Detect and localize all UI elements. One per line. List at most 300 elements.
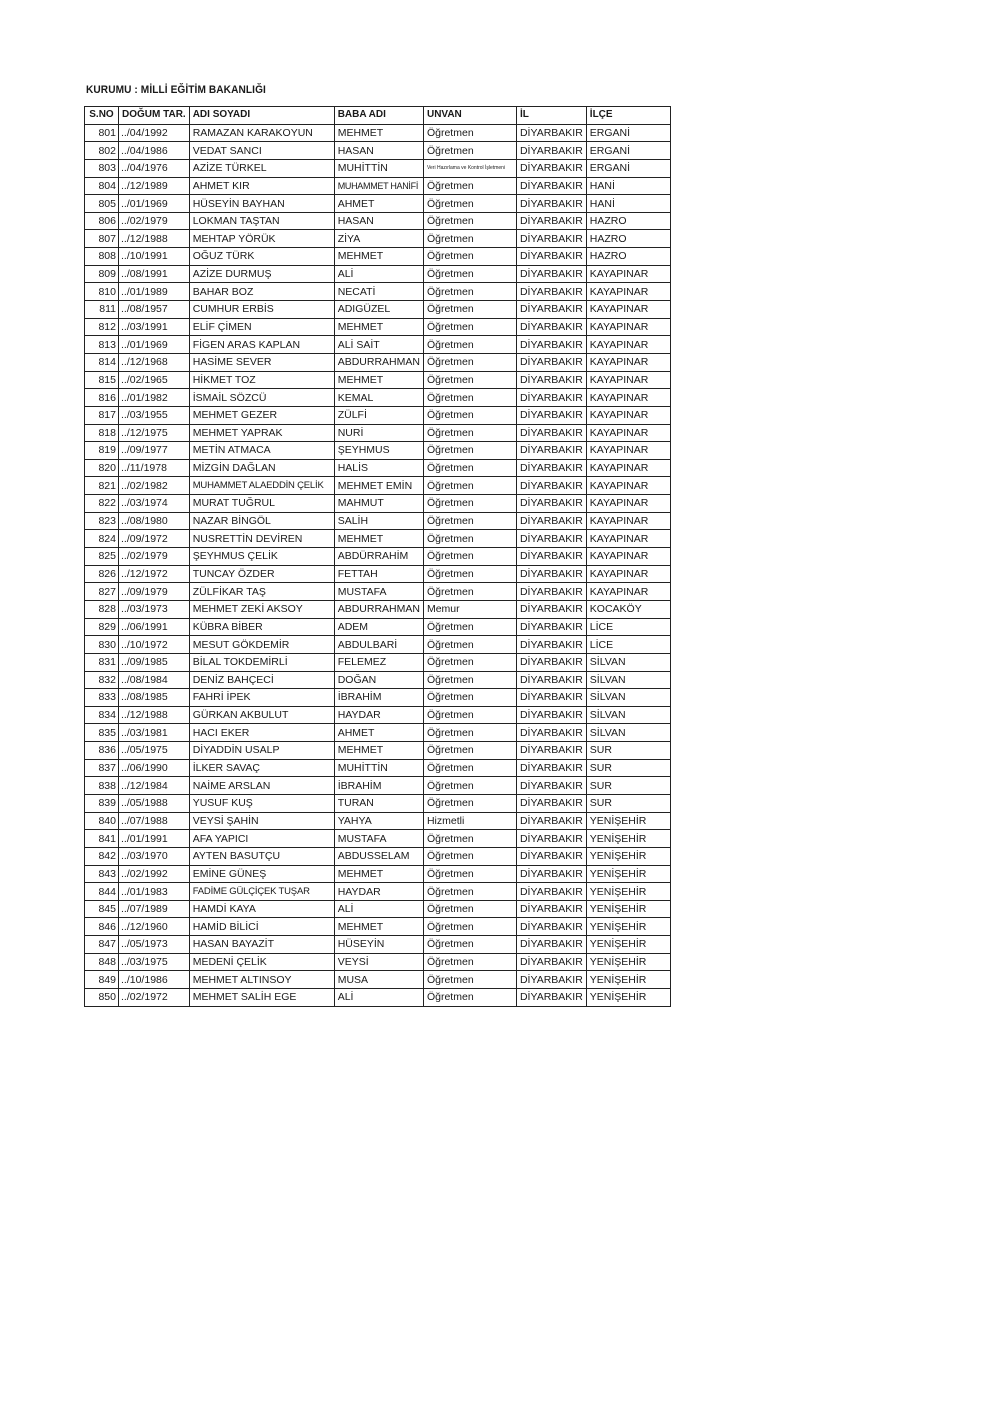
cell-title: Öğretmen [423, 530, 516, 548]
cell-sno: 818 [85, 424, 119, 442]
table-row [85, 989, 671, 1007]
cell-district: SUR [586, 759, 670, 777]
cell-title: Öğretmen [423, 495, 516, 513]
header-sno: S.NO [85, 107, 119, 125]
cell-province: DİYARBAKIR [516, 195, 586, 213]
cell-father-name: MUSTAFA [334, 583, 423, 601]
cell-birth-date: ../05/1988 [119, 794, 190, 812]
cell-title: Öğretmen [423, 936, 516, 954]
cell-father-name: ZİYA [334, 230, 423, 248]
table-row [85, 918, 671, 936]
cell-full-name: NAİME ARSLAN [189, 777, 334, 795]
table-row [85, 794, 671, 812]
cell-father-name: HAYDAR [334, 883, 423, 901]
cell-district: KAYAPINAR [586, 301, 670, 319]
table-row [85, 565, 671, 583]
header-title: UNVAN [423, 107, 516, 125]
cell-birth-date: ../01/1989 [119, 283, 190, 301]
cell-province: DİYARBAKIR [516, 159, 586, 177]
cell-full-name: AYTEN BASUTÇU [189, 847, 334, 865]
cell-province: DİYARBAKIR [516, 495, 586, 513]
cell-father-name: HASAN [334, 212, 423, 230]
cell-full-name: MİZGİN DAĞLAN [189, 459, 334, 477]
table-row [85, 336, 671, 354]
table-row [85, 777, 671, 795]
cell-district: KAYAPINAR [586, 583, 670, 601]
cell-father-name: MEHMET [334, 530, 423, 548]
cell-title: Öğretmen [423, 583, 516, 601]
cell-title: Öğretmen [423, 847, 516, 865]
cell-district: HAZRO [586, 248, 670, 266]
cell-sno: 848 [85, 953, 119, 971]
table-row [85, 318, 671, 336]
cell-sno: 822 [85, 495, 119, 513]
cell-district: YENİŞEHİR [586, 953, 670, 971]
cell-sno: 826 [85, 565, 119, 583]
cell-title: Öğretmen [423, 248, 516, 266]
cell-birth-date: ../01/1969 [119, 195, 190, 213]
cell-birth-date: ../02/1982 [119, 477, 190, 495]
cell-province: DİYARBAKIR [516, 812, 586, 830]
header-full-name: ADI SOYADI [189, 107, 334, 125]
cell-birth-date: ../03/1981 [119, 724, 190, 742]
cell-full-name: AFA YAPICI [189, 830, 334, 848]
cell-district: YENİŞEHİR [586, 847, 670, 865]
cell-district: HANİ [586, 177, 670, 195]
cell-sno: 829 [85, 618, 119, 636]
cell-birth-date: ../12/1972 [119, 565, 190, 583]
cell-province: DİYARBAKIR [516, 830, 586, 848]
cell-province: DİYARBAKIR [516, 318, 586, 336]
table-row [85, 124, 671, 142]
cell-province: DİYARBAKIR [516, 565, 586, 583]
cell-title: Öğretmen [423, 971, 516, 989]
cell-province: DİYARBAKIR [516, 989, 586, 1007]
cell-district: HANİ [586, 195, 670, 213]
cell-father-name: DOĞAN [334, 671, 423, 689]
cell-sno: 850 [85, 989, 119, 1007]
cell-province: DİYARBAKIR [516, 689, 586, 707]
cell-title: Öğretmen [423, 565, 516, 583]
table-row [85, 689, 671, 707]
table-row [85, 512, 671, 530]
cell-sno: 838 [85, 777, 119, 795]
cell-father-name: TURAN [334, 794, 423, 812]
cell-title: Öğretmen [423, 406, 516, 424]
cell-birth-date: ../08/1957 [119, 301, 190, 319]
cell-province: DİYARBAKIR [516, 389, 586, 407]
cell-title: Öğretmen [423, 548, 516, 566]
cell-title: Öğretmen [423, 759, 516, 777]
cell-birth-date: ../01/1969 [119, 336, 190, 354]
cell-father-name: ADEM [334, 618, 423, 636]
table-row [85, 865, 671, 883]
table-row [85, 177, 671, 195]
cell-full-name: HASAN BAYAZİT [189, 936, 334, 954]
cell-district: KAYAPINAR [586, 424, 670, 442]
header-row [85, 107, 671, 125]
cell-title: Öğretmen [423, 724, 516, 742]
cell-title: Öğretmen [423, 459, 516, 477]
cell-birth-date: ../12/1960 [119, 918, 190, 936]
cell-title: Öğretmen [423, 265, 516, 283]
cell-province: DİYARBAKIR [516, 124, 586, 142]
cell-province: DİYARBAKIR [516, 477, 586, 495]
cell-birth-date: ../03/1955 [119, 406, 190, 424]
cell-father-name: ALİ [334, 265, 423, 283]
cell-birth-date: ../09/1979 [119, 583, 190, 601]
cell-province: DİYARBAKIR [516, 248, 586, 266]
cell-full-name: MEHMET SALİH EGE [189, 989, 334, 1007]
cell-father-name: MEHMET [334, 742, 423, 760]
cell-title: Öğretmen [423, 830, 516, 848]
cell-district: YENİŞEHİR [586, 830, 670, 848]
cell-father-name: HASAN [334, 142, 423, 160]
cell-sno: 832 [85, 671, 119, 689]
cell-full-name: CUMHUR ERBİS [189, 301, 334, 319]
table-row [85, 142, 671, 160]
table-row [85, 847, 671, 865]
cell-title: Öğretmen [423, 424, 516, 442]
cell-district: YENİŞEHİR [586, 883, 670, 901]
cell-sno: 802 [85, 142, 119, 160]
cell-full-name: BİLAL TOKDEMİRLİ [189, 653, 334, 671]
cell-province: DİYARBAKIR [516, 336, 586, 354]
cell-sno: 845 [85, 900, 119, 918]
cell-birth-date: ../05/1975 [119, 742, 190, 760]
cell-province: DİYARBAKIR [516, 301, 586, 319]
cell-birth-date: ../12/1975 [119, 424, 190, 442]
cell-district: SİLVAN [586, 671, 670, 689]
cell-province: DİYARBAKIR [516, 865, 586, 883]
cell-birth-date: ../02/1965 [119, 371, 190, 389]
cell-full-name: NUSRETTİN DEVİREN [189, 530, 334, 548]
cell-sno: 831 [85, 653, 119, 671]
cell-sno: 827 [85, 583, 119, 601]
table-row [85, 830, 671, 848]
cell-full-name: MURAT TUĞRUL [189, 495, 334, 513]
table-row [85, 442, 671, 460]
cell-title: Öğretmen [423, 706, 516, 724]
table-row [85, 548, 671, 566]
cell-district: YENİŞEHİR [586, 900, 670, 918]
cell-full-name: ŞEYHMUS ÇELİK [189, 548, 334, 566]
cell-birth-date: ../10/1991 [119, 248, 190, 266]
cell-district: KAYAPINAR [586, 283, 670, 301]
cell-sno: 835 [85, 724, 119, 742]
cell-father-name: İBRAHİM [334, 689, 423, 707]
cell-province: DİYARBAKIR [516, 883, 586, 901]
cell-title: Hizmetli [423, 812, 516, 830]
cell-district: SİLVAN [586, 653, 670, 671]
cell-sno: 801 [85, 124, 119, 142]
cell-province: DİYARBAKIR [516, 794, 586, 812]
cell-sno: 841 [85, 830, 119, 848]
cell-father-name: MUSA [334, 971, 423, 989]
cell-title: Öğretmen [423, 389, 516, 407]
cell-sno: 849 [85, 971, 119, 989]
cell-birth-date: ../07/1988 [119, 812, 190, 830]
cell-full-name: VEYSİ ŞAHİN [189, 812, 334, 830]
cell-district: ERGANİ [586, 124, 670, 142]
cell-district: ERGANİ [586, 159, 670, 177]
cell-full-name: HİKMET TOZ [189, 371, 334, 389]
cell-full-name: HASİME SEVER [189, 353, 334, 371]
cell-title: Öğretmen [423, 301, 516, 319]
table-row [85, 953, 671, 971]
cell-full-name: AZİZE TÜRKEL [189, 159, 334, 177]
cell-full-name: LOKMAN TAŞTAN [189, 212, 334, 230]
cell-district: SİLVAN [586, 724, 670, 742]
cell-title: Öğretmen [423, 900, 516, 918]
table-row [85, 900, 671, 918]
cell-full-name: MEHMET GEZER [189, 406, 334, 424]
cell-birth-date: ../01/1983 [119, 883, 190, 901]
cell-father-name: MEHMET [334, 318, 423, 336]
cell-district: KAYAPINAR [586, 477, 670, 495]
table-row [85, 618, 671, 636]
cell-birth-date: ../07/1989 [119, 900, 190, 918]
cell-province: DİYARBAKIR [516, 353, 586, 371]
cell-province: DİYARBAKIR [516, 653, 586, 671]
cell-full-name: DİYADDİN USALP [189, 742, 334, 760]
table-row [85, 583, 671, 601]
table-row [85, 371, 671, 389]
cell-full-name: VEDAT SANCI [189, 142, 334, 160]
cell-title: Öğretmen [423, 918, 516, 936]
cell-father-name: MUHİTTİN [334, 759, 423, 777]
table-row [85, 971, 671, 989]
table-row [85, 600, 671, 618]
cell-full-name: AHMET KIR [189, 177, 334, 195]
cell-province: DİYARBAKIR [516, 971, 586, 989]
table-row [85, 353, 671, 371]
cell-province: DİYARBAKIR [516, 724, 586, 742]
cell-father-name: MEHMET [334, 371, 423, 389]
cell-sno: 830 [85, 636, 119, 654]
cell-province: DİYARBAKIR [516, 706, 586, 724]
cell-district: HAZRO [586, 230, 670, 248]
cell-district: KAYAPINAR [586, 265, 670, 283]
cell-birth-date: ../09/1972 [119, 530, 190, 548]
cell-province: DİYARBAKIR [516, 424, 586, 442]
cell-district: HAZRO [586, 212, 670, 230]
cell-sno: 828 [85, 600, 119, 618]
cell-province: DİYARBAKIR [516, 953, 586, 971]
header-father-name: BABA ADI [334, 107, 423, 125]
cell-title: Veri Hazırlama ve Kontrol İşletmeni [423, 159, 516, 177]
cell-father-name: SALİH [334, 512, 423, 530]
cell-district: SUR [586, 794, 670, 812]
cell-province: DİYARBAKIR [516, 177, 586, 195]
cell-title: Öğretmen [423, 636, 516, 654]
table-row [85, 636, 671, 654]
cell-father-name: KEMAL [334, 389, 423, 407]
table-row [85, 195, 671, 213]
cell-title: Öğretmen [423, 689, 516, 707]
table-row [85, 248, 671, 266]
table-row [85, 477, 671, 495]
cell-full-name: HACI EKER [189, 724, 334, 742]
cell-full-name: BAHAR BOZ [189, 283, 334, 301]
cell-full-name: YUSUF KUŞ [189, 794, 334, 812]
cell-province: DİYARBAKIR [516, 900, 586, 918]
cell-sno: 842 [85, 847, 119, 865]
cell-father-name: ŞEYHMUS [334, 442, 423, 460]
cell-province: DİYARBAKIR [516, 618, 586, 636]
table-row [85, 724, 671, 742]
cell-full-name: ZÜLFİKAR TAŞ [189, 583, 334, 601]
cell-full-name: NAZAR BİNGÖL [189, 512, 334, 530]
cell-father-name: FETTAH [334, 565, 423, 583]
cell-title: Öğretmen [423, 989, 516, 1007]
cell-father-name: ABDURRAHMAN [334, 353, 423, 371]
header-province: İL [516, 107, 586, 125]
page-title: KURUMU : MİLLİ EĞİTİM BAKANLIĞI [86, 84, 266, 96]
cell-birth-date: ../03/1973 [119, 600, 190, 618]
cell-title: Öğretmen [423, 953, 516, 971]
cell-title: Öğretmen [423, 865, 516, 883]
cell-father-name: ALİ [334, 900, 423, 918]
table-row [85, 883, 671, 901]
cell-father-name: ADIGÜZEL [334, 301, 423, 319]
cell-father-name: HAYDAR [334, 706, 423, 724]
cell-district: KAYAPINAR [586, 318, 670, 336]
cell-title: Öğretmen [423, 230, 516, 248]
cell-sno: 825 [85, 548, 119, 566]
cell-birth-date: ../11/1978 [119, 459, 190, 477]
cell-full-name: MEHMET ZEKİ AKSOY [189, 600, 334, 618]
cell-title: Öğretmen [423, 371, 516, 389]
cell-district: SUR [586, 742, 670, 760]
cell-sno: 817 [85, 406, 119, 424]
cell-title: Öğretmen [423, 195, 516, 213]
cell-province: DİYARBAKIR [516, 847, 586, 865]
cell-district: KOCAKÖY [586, 600, 670, 618]
cell-birth-date: ../04/1976 [119, 159, 190, 177]
cell-father-name: MUSTAFA [334, 830, 423, 848]
cell-province: DİYARBAKIR [516, 406, 586, 424]
cell-full-name: HÜSEYİN BAYHAN [189, 195, 334, 213]
cell-birth-date: ../02/1992 [119, 865, 190, 883]
cell-full-name: HAMDİ KAYA [189, 900, 334, 918]
cell-sno: 821 [85, 477, 119, 495]
cell-father-name: ABDUSSELAM [334, 847, 423, 865]
cell-sno: 820 [85, 459, 119, 477]
cell-province: DİYARBAKIR [516, 371, 586, 389]
cell-title: Öğretmen [423, 777, 516, 795]
cell-father-name: MEHMET EMİN [334, 477, 423, 495]
table-row [85, 301, 671, 319]
cell-full-name: MEHMET YAPRAK [189, 424, 334, 442]
cell-sno: 804 [85, 177, 119, 195]
cell-district: KAYAPINAR [586, 565, 670, 583]
cell-sno: 819 [85, 442, 119, 460]
cell-title: Öğretmen [423, 353, 516, 371]
cell-title: Öğretmen [423, 477, 516, 495]
cell-full-name: MEHMET ALTINSOY [189, 971, 334, 989]
cell-title: Öğretmen [423, 618, 516, 636]
table-row [85, 742, 671, 760]
cell-title: Öğretmen [423, 142, 516, 160]
table-header [85, 107, 671, 125]
cell-district: LİCE [586, 636, 670, 654]
cell-title: Öğretmen [423, 318, 516, 336]
cell-province: DİYARBAKIR [516, 512, 586, 530]
cell-district: YENİŞEHİR [586, 865, 670, 883]
cell-sno: 803 [85, 159, 119, 177]
cell-sno: 807 [85, 230, 119, 248]
cell-full-name: KÜBRA BİBER [189, 618, 334, 636]
table-row [85, 936, 671, 954]
cell-full-name: MEDENİ ÇELİK [189, 953, 334, 971]
cell-father-name: FELEMEZ [334, 653, 423, 671]
cell-birth-date: ../06/1991 [119, 618, 190, 636]
table-row [85, 459, 671, 477]
cell-full-name: TUNCAY ÖZDER [189, 565, 334, 583]
cell-birth-date: ../02/1979 [119, 548, 190, 566]
cell-district: KAYAPINAR [586, 512, 670, 530]
cell-father-name: ABDÜRRAHİM [334, 548, 423, 566]
cell-district: YENİŞEHİR [586, 936, 670, 954]
cell-sno: 839 [85, 794, 119, 812]
cell-father-name: MUHİTTİN [334, 159, 423, 177]
cell-province: DİYARBAKIR [516, 548, 586, 566]
cell-full-name: FADİME GÜLÇİÇEK TUŞAR [189, 883, 334, 901]
cell-title: Öğretmen [423, 336, 516, 354]
cell-province: DİYARBAKIR [516, 442, 586, 460]
cell-full-name: EMİNE GÜNEŞ [189, 865, 334, 883]
cell-province: DİYARBAKIR [516, 142, 586, 160]
cell-birth-date: ../01/1982 [119, 389, 190, 407]
cell-full-name: FİGEN ARAS KAPLAN [189, 336, 334, 354]
table-body [85, 124, 671, 1006]
cell-title: Öğretmen [423, 212, 516, 230]
cell-title: Öğretmen [423, 283, 516, 301]
table-row [85, 424, 671, 442]
cell-birth-date: ../03/1974 [119, 495, 190, 513]
header-district: İLÇE [586, 107, 670, 125]
cell-birth-date: ../09/1985 [119, 653, 190, 671]
cell-birth-date: ../12/1989 [119, 177, 190, 195]
table-row [85, 812, 671, 830]
cell-birth-date: ../04/1992 [119, 124, 190, 142]
cell-full-name: MEHTAP YÖRÜK [189, 230, 334, 248]
cell-father-name: HÜSEYİN [334, 936, 423, 954]
cell-father-name: YAHYA [334, 812, 423, 830]
cell-full-name: FAHRİ İPEK [189, 689, 334, 707]
cell-father-name: MAHMUT [334, 495, 423, 513]
table-row [85, 406, 671, 424]
cell-district: KAYAPINAR [586, 406, 670, 424]
cell-province: DİYARBAKIR [516, 936, 586, 954]
cell-sno: 816 [85, 389, 119, 407]
cell-province: DİYARBAKIR [516, 742, 586, 760]
cell-district: KAYAPINAR [586, 530, 670, 548]
cell-district: ERGANİ [586, 142, 670, 160]
table-row [85, 671, 671, 689]
cell-birth-date: ../08/1984 [119, 671, 190, 689]
cell-father-name: AHMET [334, 724, 423, 742]
cell-sno: 809 [85, 265, 119, 283]
cell-district: KAYAPINAR [586, 548, 670, 566]
cell-father-name: MEHMET [334, 124, 423, 142]
cell-province: DİYARBAKIR [516, 459, 586, 477]
cell-sno: 812 [85, 318, 119, 336]
cell-district: KAYAPINAR [586, 336, 670, 354]
cell-full-name: MESUT GÖKDEMİR [189, 636, 334, 654]
cell-father-name: ALİ [334, 989, 423, 1007]
